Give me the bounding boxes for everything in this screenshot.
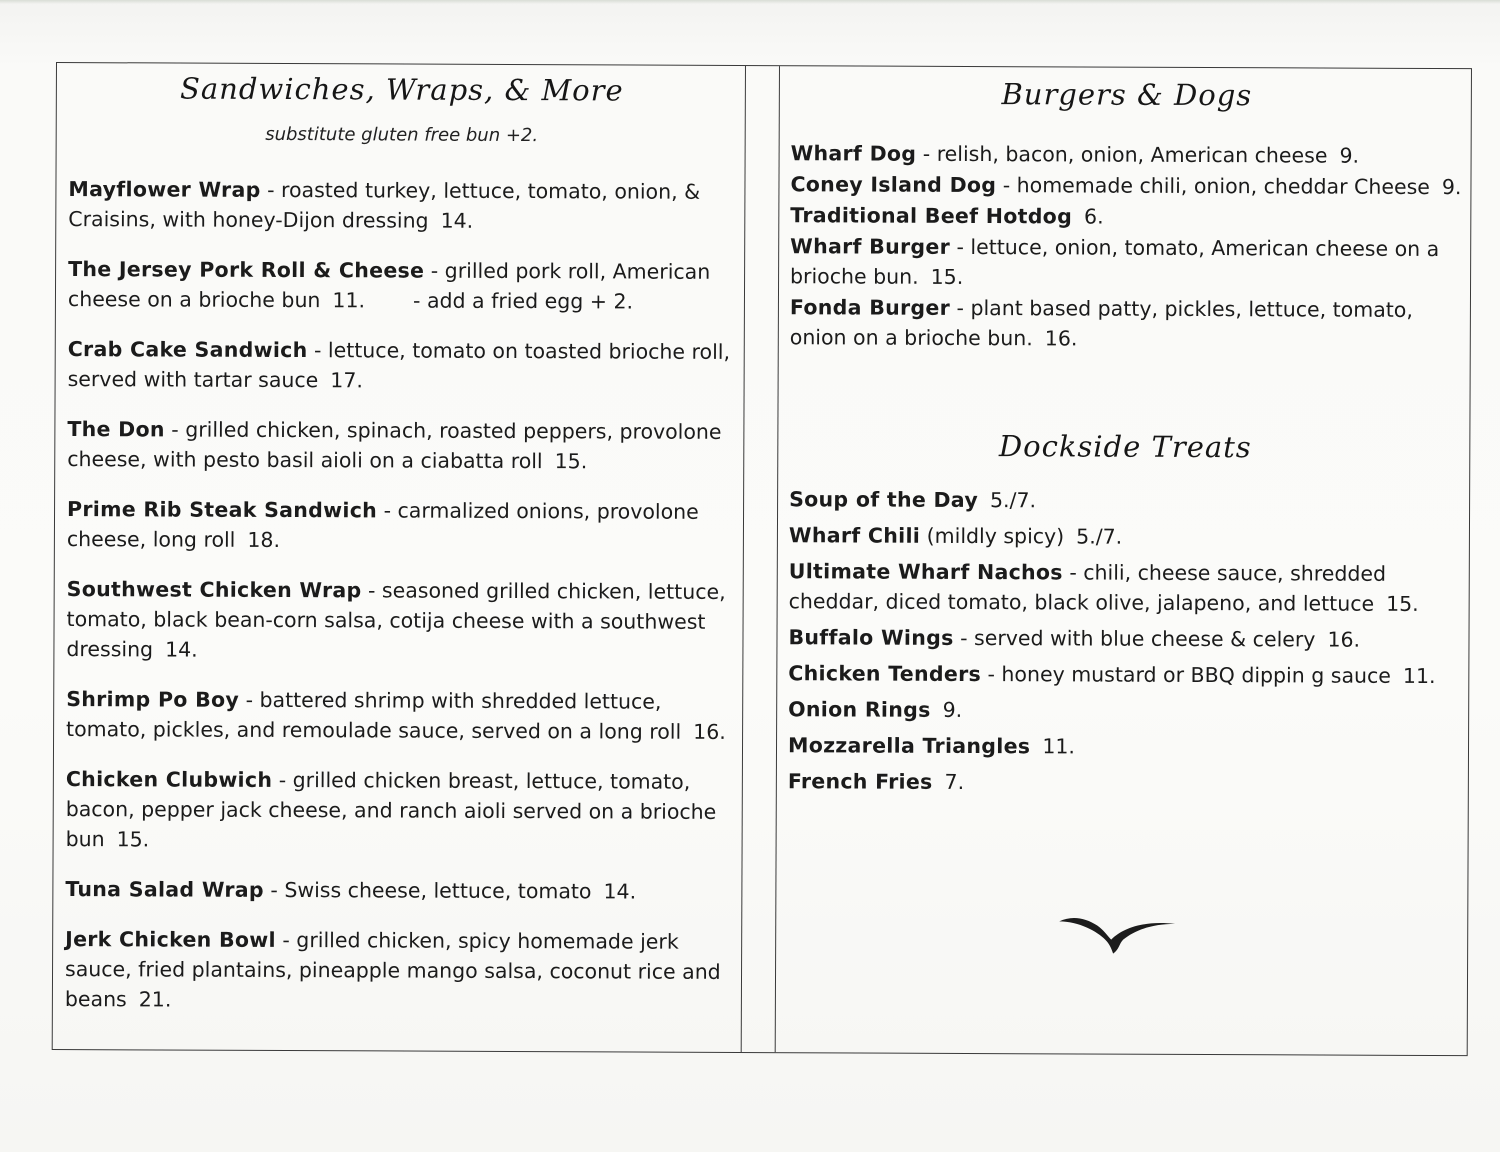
section-title-sandwiches: Sandwiches, Wraps, & More (179, 71, 624, 108)
item-note: (mildly spicy) (920, 523, 1065, 549)
item-price: 18. (247, 527, 281, 552)
menu-frame (52, 62, 1472, 1056)
item-price: 6. (1084, 204, 1104, 229)
item-price: 16. (693, 719, 726, 744)
item-description: - grilled chicken breast, lettuce, tomato, bacon, pepper jack cheese, and ranch aioli served on a brioche bun (65, 767, 717, 852)
item-name: Wharf Dog (790, 141, 917, 166)
item-name: The Don (67, 417, 165, 442)
item-price: 9. (942, 697, 963, 722)
menu-item (789, 484, 1461, 517)
item-description: - grilled chicken, spicy homemade jerk sauce, fried plantains, pineapple mango salsa, coconut rice and beans (64, 927, 721, 1012)
menu-item (790, 169, 1462, 202)
menu-item (66, 684, 732, 747)
item-price: 15. (1386, 591, 1419, 616)
item-name: Jerk Chicken Bowl (65, 927, 276, 952)
item-name: Coney Island Dog (790, 172, 997, 198)
item-name: Crab Cake Sandwich (67, 337, 308, 363)
item-name: Wharf Chili (788, 523, 921, 548)
item-description: - served with blue cheese & celery (953, 625, 1316, 652)
menu-item (790, 292, 1462, 355)
item-price: 7. (944, 769, 965, 794)
item-description: - grilled chicken, spinach, roasted peppers, provolone cheese, with pesto basil aioli on a ciabatta roll (67, 417, 722, 474)
menu-item (791, 138, 1463, 171)
menu-item (66, 574, 732, 667)
item-addon: - add a fried egg + 2. (413, 288, 634, 314)
item-name: Shrimp Po Boy (66, 687, 240, 712)
item-description: - battered shrimp with shredded lettuce, tomato, pickles, and remoulade sauce, served on a long roll (66, 687, 682, 744)
item-name: French Fries (787, 769, 933, 794)
item-name: Mozzarella Triangles (787, 733, 1031, 759)
item-name: Tuna Salad Wrap (65, 877, 264, 902)
section-title-burgers: Burgers & Dogs (1001, 77, 1253, 113)
item-name: Chicken Tenders (788, 661, 982, 687)
menu-item (788, 622, 1460, 655)
item-name: Chicken Clubwich (65, 767, 273, 792)
menu-item (790, 231, 1462, 294)
menu-item (789, 556, 1461, 619)
item-price: 14. (165, 637, 198, 662)
menu-item (68, 254, 734, 317)
dockside-list (788, 484, 1461, 799)
item-description: - carmalized onions, provolone cheese, long roll (66, 498, 699, 552)
menu-item (789, 520, 1461, 553)
item-description: - grilled pork roll, American cheese on a brioche bun (67, 258, 711, 313)
menu-item (65, 924, 731, 1017)
menu-item (68, 174, 734, 237)
item-price: 9. (1441, 175, 1462, 200)
item-price: 17. (330, 368, 363, 393)
item-description: - chili, cheese sauce, shredded cheddar, diced tomato, black olive, jalapeno, and lettuce (788, 560, 1387, 616)
menu-item (788, 694, 1460, 727)
item-name: Southwest Chicken Wrap (66, 577, 362, 603)
item-price: 11. (332, 288, 366, 313)
item-name: Mayflower Wrap (68, 177, 261, 202)
item-name: Wharf Burger (790, 234, 951, 259)
item-price: 5./7. (989, 488, 1037, 513)
item-description: - lettuce, tomato on toasted brioche roll, served with tartar sauce (67, 338, 731, 393)
item-name: Fonda Burger (789, 295, 951, 320)
gluten-free-note: substitute gluten free bun +2. (265, 123, 539, 147)
section-title-dockside: Dockside Treats (998, 429, 1252, 465)
item-name: The Jersey Pork Roll & Cheese (68, 257, 425, 283)
item-name: Traditional Beef Hotdog (790, 203, 1073, 229)
item-price: 11. (1402, 663, 1436, 689)
seagull-icon (1057, 909, 1177, 956)
right-column (777, 66, 1471, 1055)
menu-item (67, 414, 733, 477)
menu-item (790, 200, 1462, 233)
item-description: - plant based patty, pickles, lettuce, tomato, onion on a brioche bun. (789, 295, 1413, 351)
item-name: Ultimate Wharf Nachos (788, 559, 1063, 585)
item-price: 14. (603, 879, 637, 904)
item-description: - honey mustard or BBQ dippin g sauce (980, 662, 1391, 688)
item-description: - lettuce, onion, tomato, American cheese on a brioche bun. (790, 234, 1440, 289)
burgers-list (790, 138, 1463, 355)
menu-item (67, 494, 733, 557)
item-description: - seasoned grilled chicken, lettuce, tomato, black bean-corn salsa, cotija cheese with a southwest dressing (66, 578, 726, 662)
menu-item (788, 730, 1460, 763)
item-description: - roasted turkey, lettuce, tomato, onion, & Craisins, with honey-Dijon dressing (68, 177, 701, 233)
menu-item (65, 874, 731, 907)
item-description: - Swiss cheese, lettuce, tomato (263, 877, 592, 904)
item-price: 11. (1042, 734, 1076, 759)
item-description: - homemade chili, onion, cheddar Cheese (996, 173, 1430, 199)
item-price: 14. (440, 208, 474, 233)
item-price: 16. (1044, 326, 1078, 351)
item-price: 9. (1339, 143, 1360, 168)
item-price: 5./7. (1076, 524, 1123, 549)
menu-item (66, 764, 732, 857)
item-price: 16. (1327, 627, 1361, 652)
item-price: 21. (138, 987, 172, 1012)
item-price: 15. (554, 449, 588, 474)
menu-item (788, 658, 1460, 691)
left-column (53, 63, 745, 1052)
item-name: Buffalo Wings (788, 625, 954, 650)
item-name: Soup of the Day (789, 487, 979, 513)
item-price: 15. (930, 264, 964, 289)
item-name: Prime Rib Steak Sandwich (66, 497, 378, 523)
item-name: Onion Rings (788, 697, 931, 722)
page-top-edge (0, 0, 1500, 4)
menu-item (68, 334, 734, 397)
menu-item (788, 766, 1460, 799)
item-description: - relish, bacon, onion, American cheese (916, 141, 1328, 168)
item-price: 15. (116, 827, 150, 852)
